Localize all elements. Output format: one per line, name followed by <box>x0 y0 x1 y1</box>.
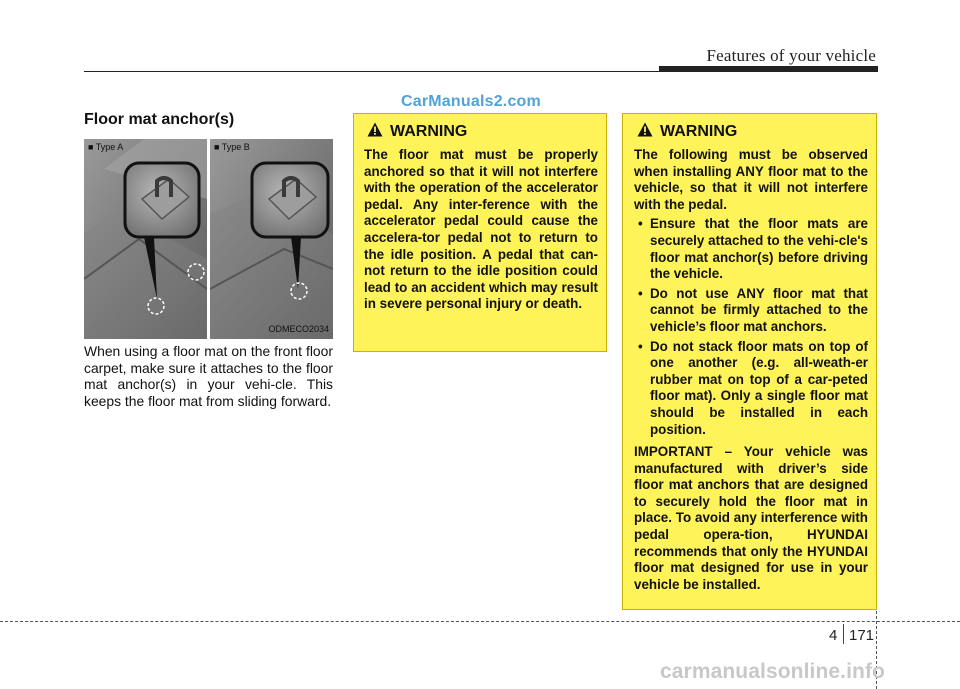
page-number-divider <box>843 624 844 644</box>
body-paragraph: When using a floor mat on the front floor carpet, make sure it attaches to the floor mat anchor(s) in your vehi-cle. This keeps the floor mat from sliding forward. <box>84 343 333 409</box>
section-title: Features of your vehicle <box>706 46 876 65</box>
watermark-top: CarManuals2.com <box>401 93 541 110</box>
section-heading: Floor mat anchor(s) <box>84 111 235 128</box>
type-a-photo <box>84 139 207 339</box>
warning-bullet: • Do not use ANY floor mat that cannot be firmly attached to the vehicle’s floor mat anchors. <box>634 286 868 336</box>
warning-box-installation <box>622 113 877 610</box>
chapter-number: 4 <box>829 627 838 644</box>
warning-box-accelerator <box>353 113 607 352</box>
warning-bullet: • Do not stack floor mats on top of one another (e.g. all-weath-er rubber mat on top of a car-peted floor mat). Only a single floor mat should be installed in each position. <box>634 339 868 439</box>
page-number: 171 <box>849 627 875 644</box>
floor-mat-anchor-figure <box>84 139 333 339</box>
warning-text: The floor mat must be properly anchored so that it will not interfere with the operation of the accelerator pedal. Any inter-ference with the accelerator pedal could cause the accelera-tor pedal not to return to the idle position. A pedal that can-not return to the idle position could lead to an accident which may result in severe personal injury or death. <box>364 147 598 312</box>
type-b-photo <box>210 139 333 339</box>
warning-important: IMPORTANT – Your vehicle was manufactured with driver’s side floor mat anchors that are designed to securely hold the floor mat in place. To avoid any interference with pedal opera-tion, HYUNDAI recommends that only the HYUNDAI floor mat designed for use in your vehicle be installed. <box>634 444 868 592</box>
type-a-label: ■ Type A <box>88 142 124 152</box>
warning-triangle-icon <box>367 122 383 142</box>
warning-title: WARNING <box>660 123 738 140</box>
header-rule-accent <box>659 66 878 72</box>
watermark-bottom: carmanualsonline.info <box>660 660 885 683</box>
header-rule <box>84 71 659 72</box>
footer-rule <box>0 621 960 622</box>
figure-code: ODMECO2034 <box>268 324 329 334</box>
warning-intro: The following must be observed when installing ANY floor mat to the vehicle, so that it will not interfere with the pedal. <box>634 147 868 212</box>
warning-triangle-icon <box>637 122 653 142</box>
warning-title: WARNING <box>390 123 468 140</box>
warning-bullet: • Ensure that the floor mats are securely attached to the vehi-cle's floor mat anchor(s) before driving the vehicle. <box>634 216 868 282</box>
type-b-label: ■ Type B <box>214 142 250 152</box>
